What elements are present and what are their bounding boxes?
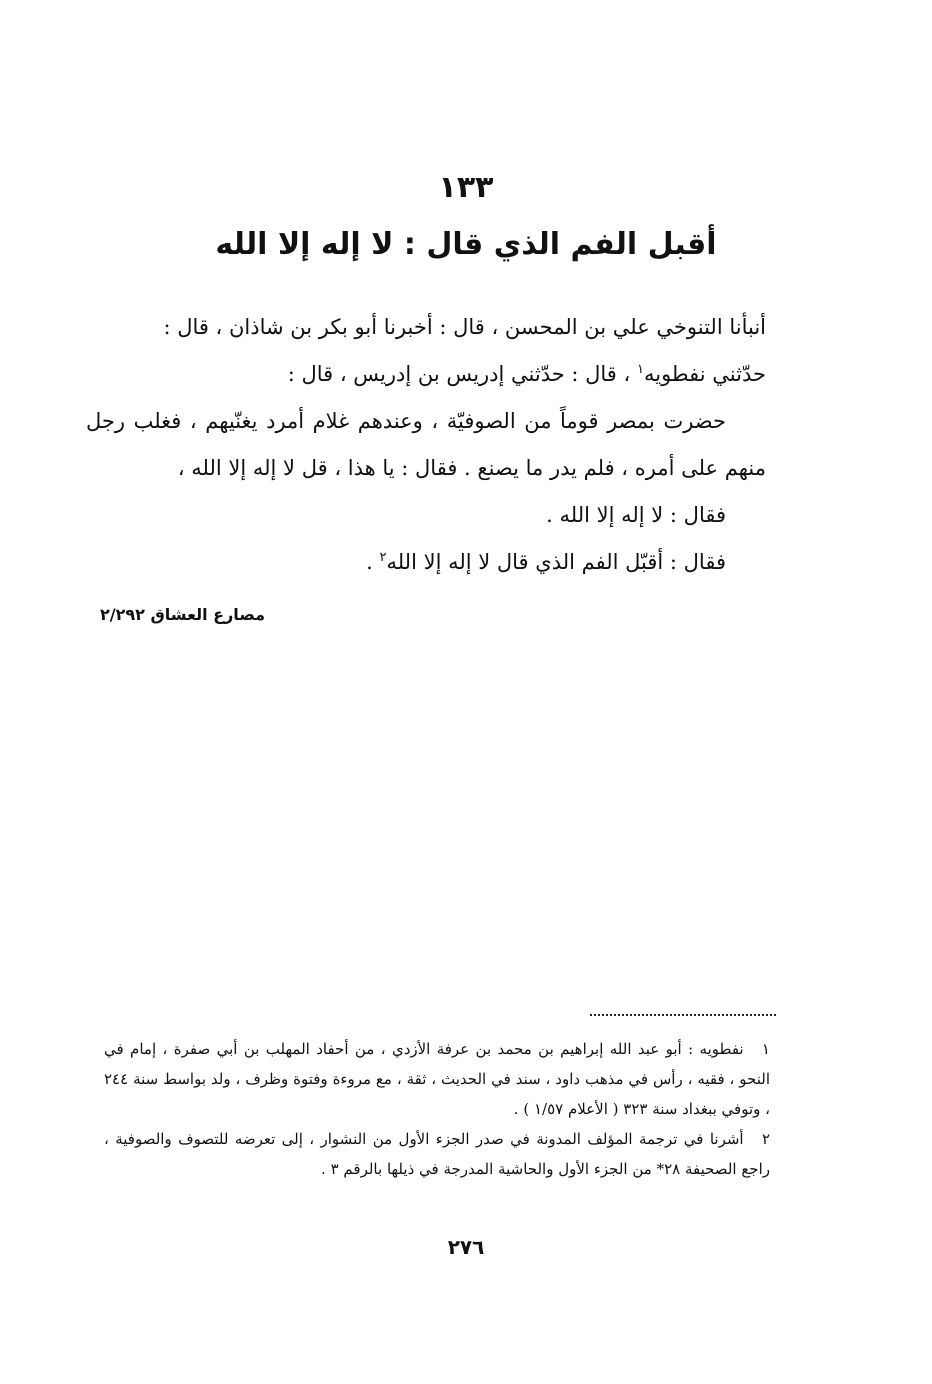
footnote-marker-1: ١ — [637, 362, 644, 377]
section-title: أقبل الفم الذي قال : لا إله إلا الله — [215, 227, 717, 262]
footnote-marker-2: ٢ — [379, 550, 387, 565]
footnote-2-text: أشرنا في ترجمة المؤلف المدونة في صدر الجزء الأول من النشوار ، إلى تعرضه للتصوف والصوفية ، راجع الصحيفة ٢٨* من الجزء الأول والحاشية المدرجة في ذيلها بالرقم ٣ . — [104, 1130, 770, 1178]
reply-1 — [86, 492, 766, 539]
footnote-divider — [590, 1014, 776, 1016]
reply-1-text: فقال : لا إله إلا الله . — [546, 503, 726, 527]
isnad-line-1 — [86, 304, 766, 351]
footnote-1-number: ١ — [761, 1040, 770, 1058]
story-paragraph — [86, 398, 766, 492]
footnote-1-text: نفطويه : أبو عبد الله إبراهيم بن محمد بن عرفة الأزدي ، من أحفاد المهلب بن أبي صفرة ، إمام في النحو ، فقيه ، رأس في مذهب داود ، سند في الحديث ، ثقة ، مع مروءة وفتوة وظرف ، ولد بواسط سنة ٢٤٤ ، وتوفي ببغداد سنة ٣٢٣ ( الأعلام ١/٥٧ ) . — [104, 1040, 770, 1118]
source-citation: مصارع العشاق ٢/٢٩٢ — [100, 605, 265, 624]
footnotes — [104, 1034, 770, 1184]
story-text: حضرت بمصر قوماً من الصوفيّة ، وعندهم غلام أمرد يغنّيهم ، فغلب رجل منهم على أمره ، فلم يدر ما يصنع . فقال : يا هذا ، قل لا إله إلا الله ، — [86, 409, 766, 480]
isnad-line-2-start: حدّثني نفطويه — [643, 362, 766, 386]
footnote-2 — [104, 1124, 770, 1184]
footnote-1 — [104, 1034, 770, 1124]
reply-2 — [86, 539, 766, 586]
section-number: ١٣٣ — [438, 170, 494, 205]
page-number: ٢٧٦ — [447, 1235, 485, 1259]
isnad-line-2 — [86, 351, 766, 398]
footnote-2-number: ٢ — [761, 1130, 770, 1148]
main-text — [86, 304, 766, 586]
isnad-line-1-text: أنبأنا التنوخي علي بن المحسن ، قال : أخبرنا أبو بكر بن شاذان ، قال : — [163, 315, 766, 339]
reply-2-text: فقال : أقبّل الفم الذي قال لا إله إلا الله — [386, 550, 726, 574]
isnad-line-2-end: ، قال : حدّثني إدريس بن إدريس ، قال : — [287, 362, 631, 386]
reply-2-end: . — [366, 550, 373, 574]
